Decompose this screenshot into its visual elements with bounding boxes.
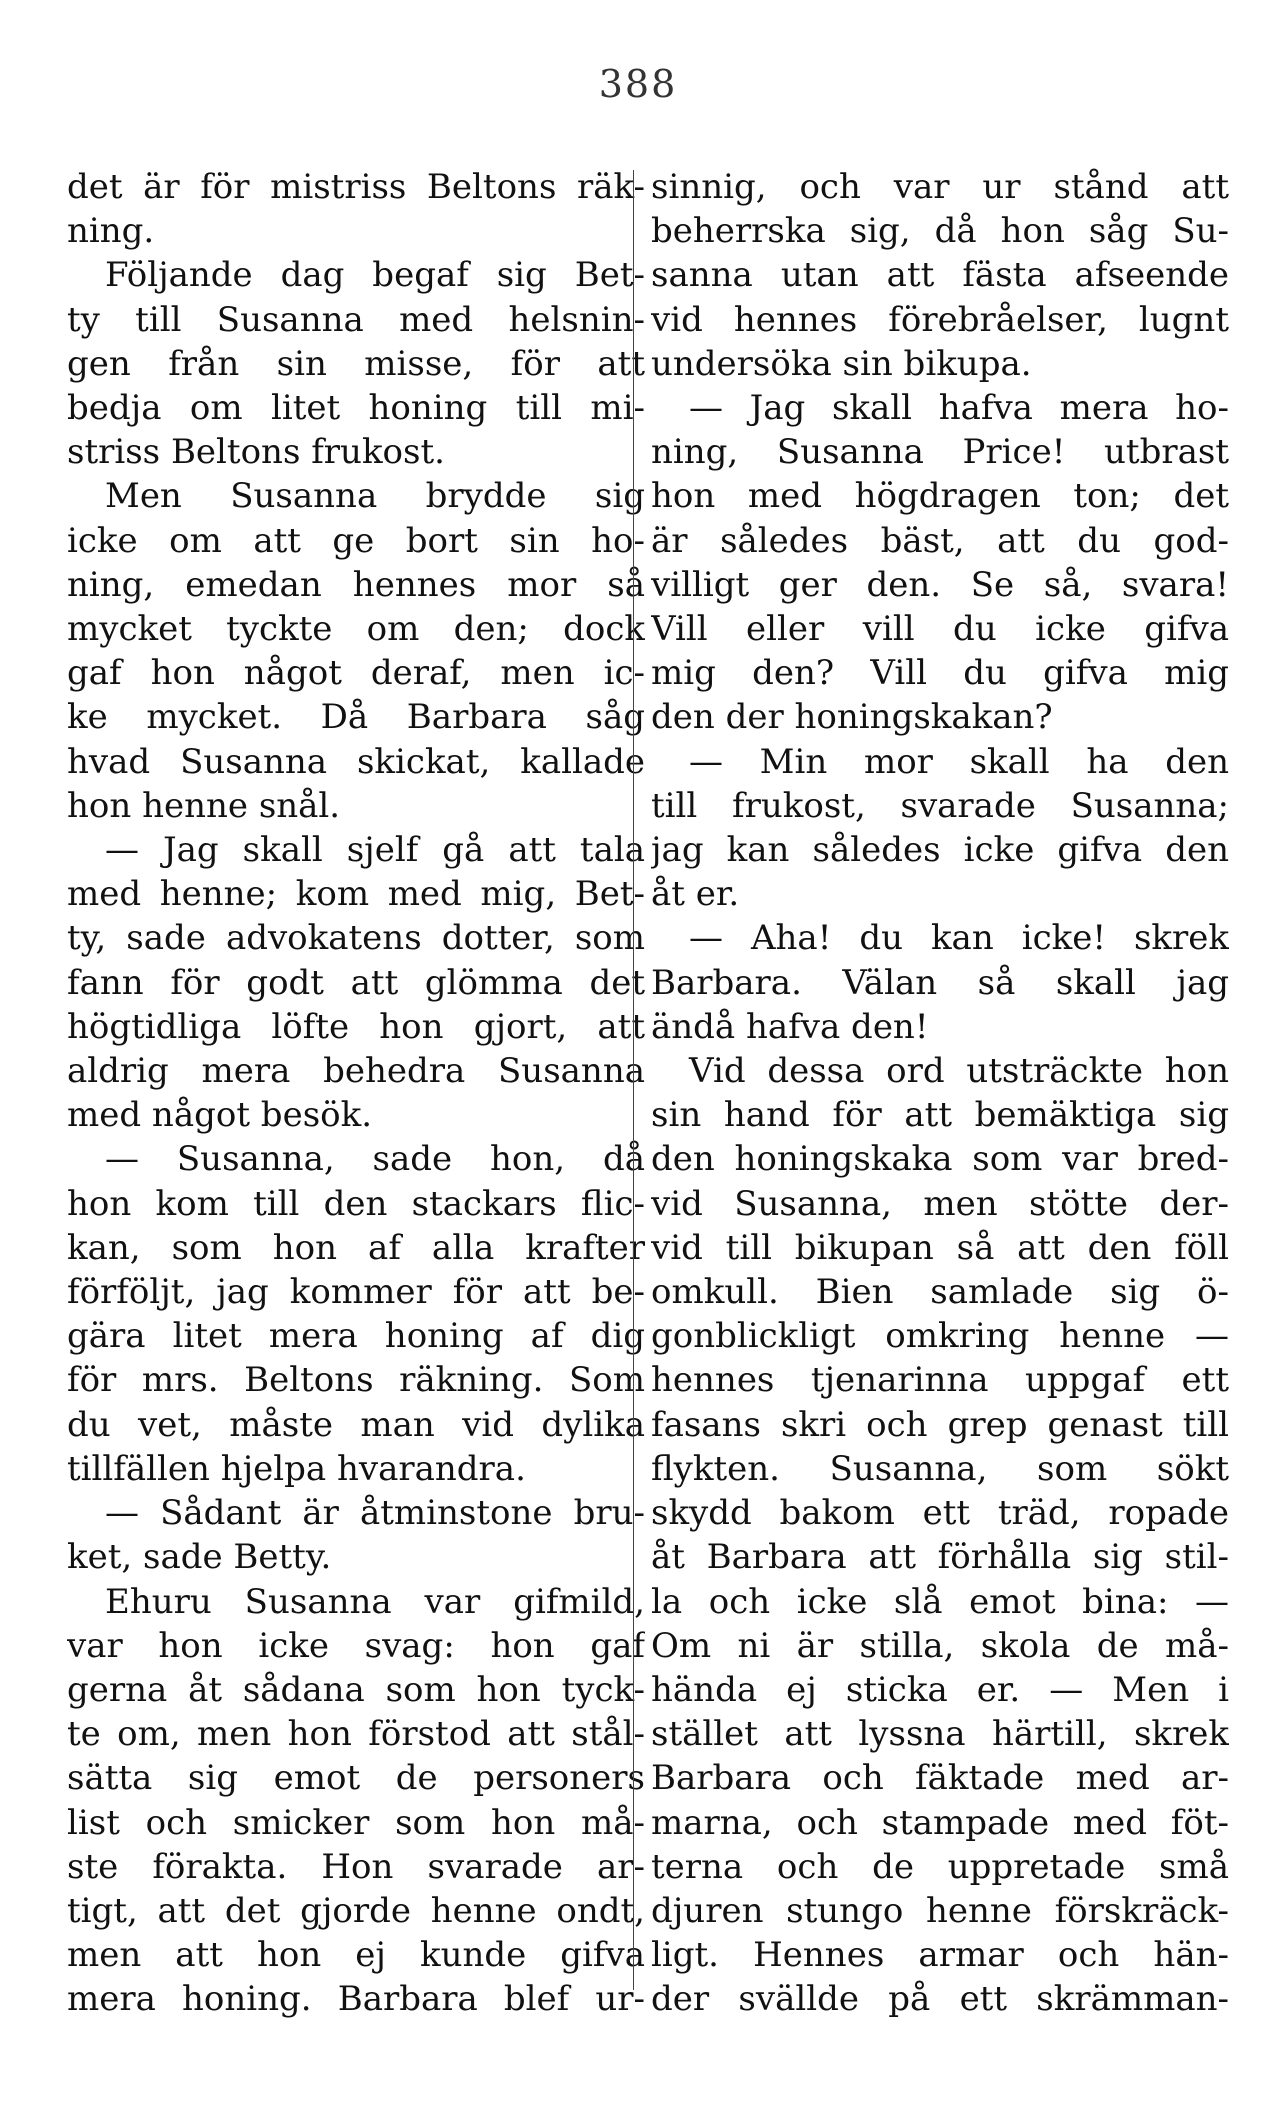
text-line: ty till Susanna med helsnin- xyxy=(67,299,645,340)
text-line: tigt, att det gjorde henne ondt, xyxy=(67,1890,645,1931)
text-line: den honingskaka som var bred- xyxy=(651,1139,1229,1180)
text-line: beherrska sig, då hon såg Su- xyxy=(651,211,1229,252)
text-line: terna och de uppretade små xyxy=(651,1846,1229,1887)
text-line: gen från sin misse, för att xyxy=(67,343,645,384)
text-line: Men Susanna brydde sig xyxy=(105,476,645,517)
text-line: hon kom till den stackars flic- xyxy=(67,1183,645,1224)
text-line: med henne; kom med mig, Bet- xyxy=(67,874,645,915)
text-line: med något besök. xyxy=(67,1095,373,1136)
text-line: ligt. Hennes armar och hän- xyxy=(651,1935,1229,1976)
text-line: ning, Susanna Price! utbrast xyxy=(651,432,1229,473)
text-line: sätta sig emot de personers xyxy=(67,1758,645,1799)
text-line: mera honing. Barbara blef ur- xyxy=(67,1979,645,2020)
text-line: ket, sade Betty. xyxy=(67,1537,332,1578)
text-line: vid Susanna, men stötte der- xyxy=(651,1183,1229,1224)
text-line: den der honingskakan? xyxy=(651,697,1053,738)
text-line: la och icke slå emot bina: — xyxy=(651,1581,1229,1622)
text-line: gerna åt sådana som hon tyck- xyxy=(67,1669,645,1710)
text-line: gaf hon något deraf, men ic- xyxy=(67,653,645,694)
text-line: ändå hafva den! xyxy=(651,1006,929,1047)
text-line: ning, emedan hennes mor så xyxy=(67,564,645,605)
text-line: stället att lyssna härtill, skrek xyxy=(651,1714,1229,1755)
text-line: du vet, måste man vid dylika xyxy=(67,1404,645,1445)
text-line: är således bäst, att du god- xyxy=(651,520,1229,561)
right-text-column xyxy=(651,165,1229,2022)
text-line: Vill eller vill du icke gifva xyxy=(651,609,1229,650)
text-line: Följande dag begaf sig Bet- xyxy=(105,255,645,296)
text-line: det är för mistriss Beltons räk- xyxy=(67,167,645,207)
text-line: sin hand för att bemäktiga sig xyxy=(651,1095,1229,1136)
text-line: flykten. Susanna, som sökt xyxy=(651,1448,1229,1489)
text-line: men att hon ej kunde gifva xyxy=(67,1935,645,1976)
text-line: högtidliga löfte hon gjort, att xyxy=(67,1006,645,1047)
text-line: Barbara. Välan så skall jag xyxy=(651,962,1229,1003)
text-line: list och smicker som hon må- xyxy=(67,1802,645,1843)
text-line: villigt ger den. Se så, svara! xyxy=(651,564,1229,605)
text-line: hon henne snål. xyxy=(67,785,341,826)
text-line: — Susanna, sade hon, då xyxy=(105,1139,645,1180)
text-line: bedja om litet honing till mi- xyxy=(67,388,645,429)
text-line: marna, och stampade med föt- xyxy=(651,1802,1229,1843)
text-line: sinnig, och var ur stånd att xyxy=(651,167,1229,207)
text-line: mig den? Vill du gifva mig xyxy=(651,653,1229,694)
text-line: sanna utan att fästa afseende xyxy=(651,255,1229,296)
text-line: vid till bikupan så att den föll xyxy=(651,1227,1229,1268)
text-line: ste förakta. Hon svarade ar- xyxy=(67,1846,645,1887)
text-line: Ehuru Susanna var gifmild, xyxy=(105,1581,645,1622)
text-line: Vid dessa ord utsträckte hon xyxy=(689,1051,1229,1092)
text-line: gära litet mera honing af dig xyxy=(67,1316,645,1357)
text-line: åt Barbara att förhålla sig stil- xyxy=(651,1537,1229,1578)
text-line: skydd bakom ett träd, ropade xyxy=(651,1493,1229,1534)
page-number: 388 xyxy=(598,62,678,106)
text-line: icke om att ge bort sin ho- xyxy=(67,520,645,561)
text-line: undersöka sin bikupa. xyxy=(651,343,1032,384)
text-line: hända ej sticka er. — Men i xyxy=(651,1669,1229,1710)
text-line: mycket tyckte om den; dock xyxy=(67,609,645,650)
text-line: för mrs. Beltons räkning. Som xyxy=(67,1360,645,1401)
text-line: ning. xyxy=(67,211,155,252)
text-line: hennes tjenarinna uppgaf ett xyxy=(651,1360,1229,1401)
text-line: var hon icke svag: hon gaf xyxy=(67,1625,645,1666)
text-line: fasans skri och grep genast till xyxy=(651,1404,1229,1445)
text-line: Barbara och fäktade med ar- xyxy=(651,1758,1229,1799)
left-text-column xyxy=(67,165,645,2022)
text-line: der svällde på ett skrämman- xyxy=(651,1979,1229,2020)
text-line: kan, som hon af alla krafter xyxy=(67,1227,645,1268)
text-line: hvad Susanna skickat, kallade xyxy=(67,741,645,782)
text-line: — Min mor skall ha den xyxy=(689,741,1229,782)
text-line: fann för godt att glömma det xyxy=(67,962,645,1003)
text-line: ke mycket. Då Barbara såg xyxy=(67,697,645,738)
text-line: te om, men hon förstod att stål- xyxy=(67,1714,645,1755)
text-line: ty, sade advokatens dotter, som xyxy=(67,918,645,959)
text-line: förföljt, jag kommer för att be- xyxy=(67,1272,645,1313)
text-line: gonblickligt omkring henne — xyxy=(651,1316,1229,1357)
text-line: till frukost, svarade Susanna; xyxy=(651,785,1229,826)
text-line: tillfällen hjelpa hvarandra. xyxy=(67,1448,526,1489)
text-line: Om ni är stilla, skola de må- xyxy=(651,1625,1229,1666)
text-line: — Aha! du kan icke! skrek xyxy=(689,918,1229,959)
column-divider xyxy=(633,170,634,1990)
text-line: striss Beltons frukost. xyxy=(67,432,445,473)
text-line: — Sådant är åtminstone bru- xyxy=(105,1493,645,1534)
text-line: vid hennes förebråelser, lugnt xyxy=(651,299,1229,340)
text-line: jag kan således icke gifva den xyxy=(651,830,1229,871)
text-line: aldrig mera behedra Susanna xyxy=(67,1051,645,1092)
text-line: hon med högdragen ton; det xyxy=(651,476,1229,517)
text-line: omkull. Bien samlade sig ö- xyxy=(651,1272,1229,1313)
text-line: åt er. xyxy=(651,874,740,915)
text-line: — Jag skall sjelf gå att tala xyxy=(105,830,645,871)
text-line: — Jag skall hafva mera ho- xyxy=(689,388,1229,429)
text-line: djuren stungo henne förskräck- xyxy=(651,1890,1229,1931)
